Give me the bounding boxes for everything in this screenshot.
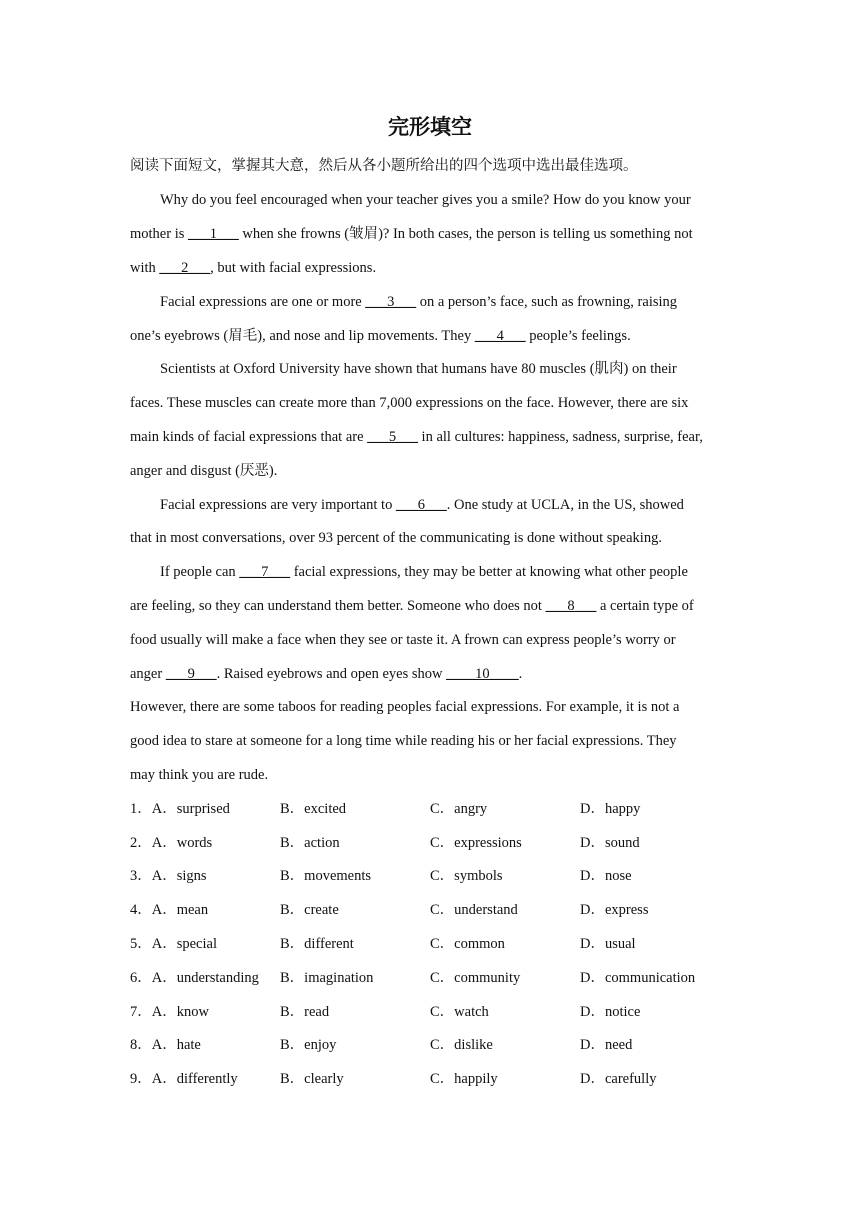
passage-line: one’s eyebrows (眉毛), and nose and lip movements. They ___4___ people’s feelings. [130,328,631,344]
question-row [130,932,730,956]
question-row [130,831,730,855]
option-a: 5．A．special [130,936,217,952]
option-c: C．common [430,936,505,952]
option-c: C．dislike [430,1037,493,1053]
option-a: 4．A．mean [130,902,209,918]
option-a: 7．A．know [130,1004,209,1020]
instruction: 阅读下面短文，掌握其大意，然后从各小题所给出的四个选项中选出最佳选项。 [130,158,638,174]
blank-6: ___6___ [395,497,447,513]
question-row [130,864,730,888]
option-c: C．symbols [430,868,503,884]
option-d: D．communication [580,970,696,986]
option-c: C．community [430,970,521,986]
question-row [130,797,730,821]
option-a: 9．A．differently [130,1071,238,1087]
option-a: 2．A．words [130,835,213,851]
blank-5: ___5___ [367,429,418,445]
passage-line: with ___2___, but with facial expressions. [130,260,377,276]
option-a: 3．A．signs [130,868,207,884]
passage-line: Why do you feel encouraged when your teacher gives you a smile? How do you know your [160,192,691,208]
option-b: B．imagination [280,970,374,986]
option-b: B．excited [280,801,347,817]
blank-9: ___9___ [165,666,217,682]
blank-4: ___4___ [474,328,526,344]
option-b: B．action [280,835,340,851]
option-d: D．nose [580,868,632,884]
question-row [130,966,730,990]
passage-line: Facial expressions are one or more ___3___ on a person’s face, such as frowning, raising [160,294,678,310]
question-row [130,1067,730,1091]
passage-line: anger ___9___. Raised eyebrows and open eyes show ____10____. [130,666,523,682]
blank-8: ___8___ [545,598,597,614]
question-row [130,898,730,922]
question-row [130,1033,730,1057]
option-a: 8．A．hate [130,1037,201,1053]
passage-line: If people can ___7___ facial expressions, they may be better at knowing what other people [160,564,688,580]
question-row [130,1000,730,1024]
passage-line: mother is ___1___ when she frowns (皱眉)? In both cases, the person is telling us something not [130,226,693,242]
passage-line: that in most conversations, over 93 percent of the communicating is done without speaking. [130,530,662,546]
passage-line: food usually will make a face when they see or taste it. A frown can express people’s worry or [130,632,676,648]
passage-line: are feeling, so they can understand them better. Someone who does not ___8___ a certain type of [130,598,694,614]
page-title: 完形填空 [388,115,472,139]
option-a: 1．A．surprised [130,801,230,817]
option-b: B．create [280,902,339,918]
option-d: D．usual [580,936,636,952]
option-a: 6．A．understanding [130,970,259,986]
option-d: D．express [580,902,649,918]
option-b: B．different [280,936,354,952]
option-d: D．carefully [580,1071,657,1087]
option-b: B．enjoy [280,1037,337,1053]
passage-line: Scientists at Oxford University have shown that humans have 80 muscles (肌肉) on their [160,361,677,377]
blank-1: ___1___ [188,226,239,242]
option-c: C．angry [430,801,488,817]
passage-line: However, there are some taboos for reading peoples facial expressions. For example, it is not a [130,699,680,715]
blank-7: ___7___ [239,564,291,580]
option-d: D．need [580,1037,633,1053]
option-b: B．clearly [280,1071,344,1087]
blank-2: ___2___ [159,260,211,276]
option-b: B．movements [280,868,372,884]
option-c: C．watch [430,1004,489,1020]
option-b: B．read [280,1004,330,1020]
passage-line: may think you are rude. [130,767,269,783]
option-d: D．notice [580,1004,641,1020]
blank-10: ____10____ [446,666,519,682]
option-c: C．expressions [430,835,522,851]
option-c: C．understand [430,902,518,918]
option-d: D．happy [580,801,641,817]
option-d: D．sound [580,835,640,851]
passage-line: faces. These muscles can create more than 7,000 expressions on the face. However, there are six [130,395,689,411]
option-c: C．happily [430,1071,498,1087]
passage-line: good idea to stare at someone for a long time while reading his or her facial expressions. They [130,733,677,749]
passage-line: main kinds of facial expressions that are ___5___ in all cultures: happiness, sadness, surprise, fear, [130,429,703,445]
passage-line: anger and disgust (厌恶). [130,463,278,479]
passage-line: Facial expressions are very important to ___6___. One study at UCLA, in the US, showed [160,497,684,513]
blank-3: ___3___ [365,294,417,310]
